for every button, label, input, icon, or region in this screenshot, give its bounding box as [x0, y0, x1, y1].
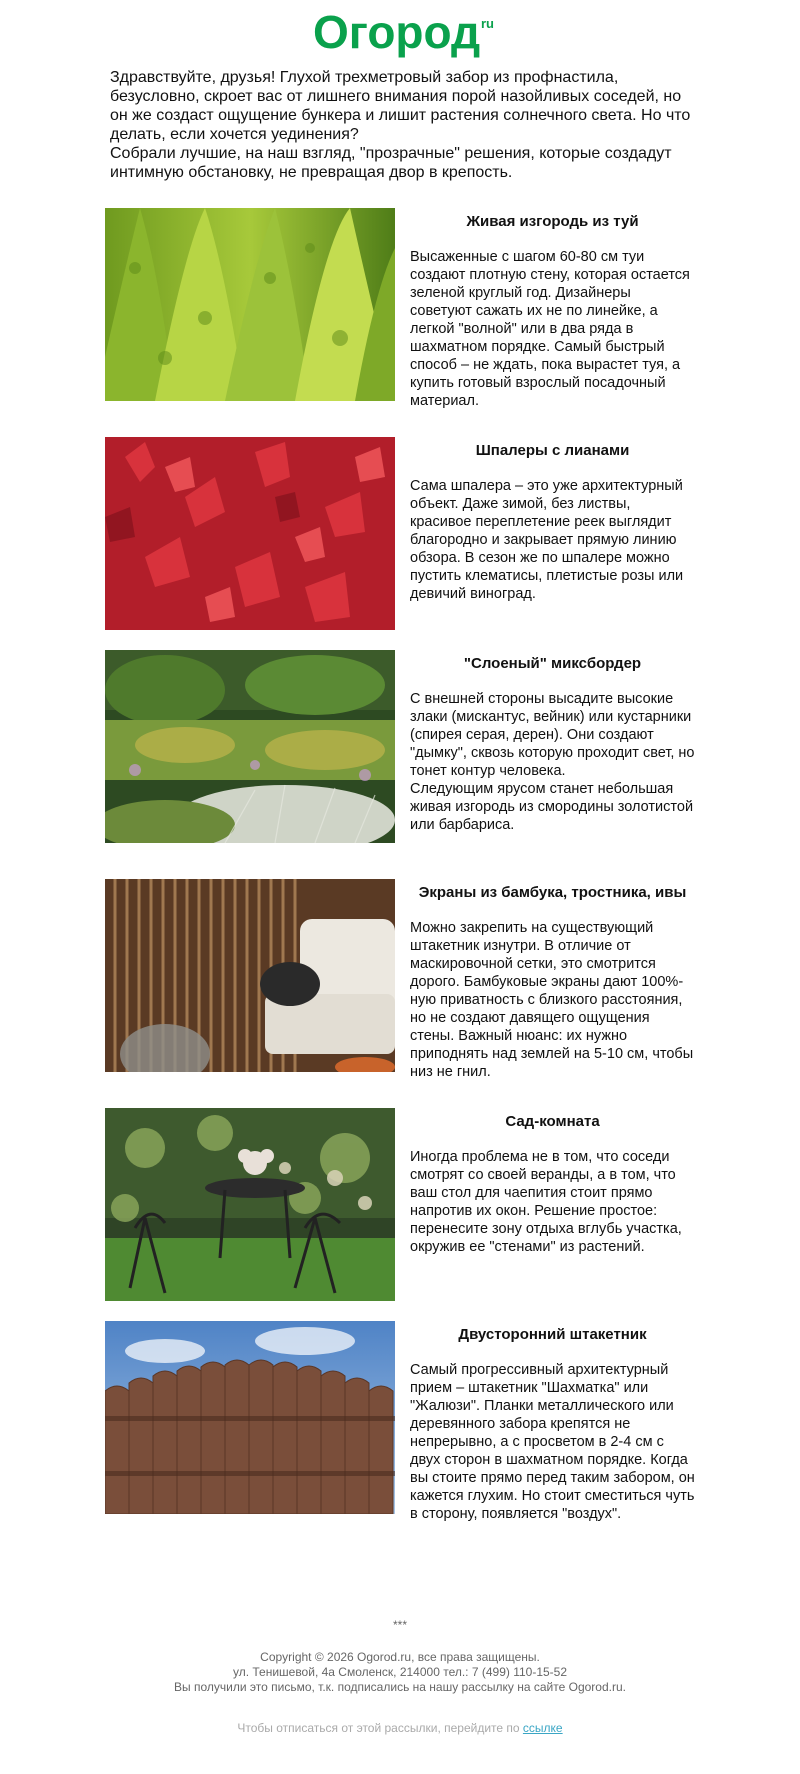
mixborder-text	[410, 650, 695, 834]
logo[interactable]	[0, 6, 800, 63]
trellis-vines-text	[410, 437, 695, 603]
section-body: Самый прогрессивный архитектурный прием – штакетник "Шахматка" или "Жалюзи". Планки металлического или деревянного забора крепятся не непрерывно, а с просветом в 2-4 см с двух сторон в шахматном порядке. Когда вы стоите прямо перед таким забором, он кажется глухим. Но стоит сместиться чуть в сторону, появляется "воздух".	[410, 1362, 695, 1522]
logo-text: Огород	[313, 6, 481, 58]
subscription-reason-text: Вы получили это письмо, т.к. подписались на нашу рассылку на сайте Ogorod.ru.	[174, 1680, 626, 1694]
picket-fence-photo[interactable]	[105, 1321, 395, 1514]
section-body: Можно закрепить на существующий штакетник изнутри. В отличие от маскировочной сетки, это смотрится дорого. Бамбуковые экраны дают 100%-ную приватность с близкого расстояния, но не создают давящего ощущения стены. Важный нюанс: их нужно приподнять над землей на 5-10 см, чтобы низ не гнил.	[410, 920, 694, 1080]
trellis-vines-photo[interactable]	[105, 437, 395, 630]
section-body: Сама шпалера – это уже архитектурный объект. Даже зимой, без листвы, красивое переплетение реек выглядит благородно и закрывает прямую линию обзора. В сезон же по шпалере можно пустить клематисы, плетистые розы или девичий виноград.	[410, 478, 684, 602]
section-body: Высаженные с шагом 60-80 см туи создают плотную стену, которая остается зеленой круглый год. Дизайнеры советуют сажать их не по линейке, а легкой "волной" или в два ряда в шахматном порядке. Самый быстрый способ – не ждать, пока вырастет туя, а купить готовый взрослый посадочный материал.	[410, 249, 690, 409]
section-body-part-2: Следующим ярусом станет небольшая живая изгородь из смородины золотистой или барбариса.	[410, 781, 694, 833]
section-title: Сад-комната	[505, 1113, 600, 1130]
copyright-text: Copyright © 2026 Ogorod.ru, все права защищены.	[260, 1650, 540, 1664]
ogorod-logo	[285, 6, 515, 58]
section-title: Шпалеры с лианами	[475, 442, 630, 459]
address-text: ул. Тенишевой, 4а Смоленск, 214000 тел.: 7 (499) 110-15-52	[232, 1665, 568, 1679]
section-body	[410, 690, 695, 834]
intro-paragraph-2: Собрали лучшие, на наш взгляд, "прозрачные" решения, которые создадут интимную обстановку, не превращая двор в крепость.	[110, 145, 672, 181]
section-title: Двусторонний штакетник	[458, 1326, 647, 1343]
section-body: Иногда проблема не в том, что соседи смотрят со своей веранды, а в том, что ваш стол для чаепития стоит прямо напротив их окон. Решение простое: перенесите зону отдыха вглубь участка, окружив ее "стенами" из растений.	[410, 1149, 682, 1255]
logo-suffix: ru	[481, 16, 494, 31]
footer	[0, 1650, 800, 1695]
unsubscribe-link[interactable]: ссылке	[522, 1721, 563, 1735]
mixborder-photo[interactable]	[105, 650, 395, 843]
footer-separator: ***	[392, 1618, 407, 1632]
intro-text	[110, 68, 700, 182]
section-title: "Слоеный" миксбордер	[463, 655, 642, 672]
section-title: Живая изгородь из туй	[466, 213, 639, 230]
garden-room-text	[410, 1108, 695, 1256]
garden-room-photo[interactable]	[105, 1108, 395, 1301]
thuja-hedge-photo[interactable]	[105, 208, 395, 401]
bamboo-screens-text	[410, 879, 695, 1081]
unsubscribe-line	[0, 1721, 800, 1735]
section-body-part-1: С внешней стороны высадите высокие злаки (мискантус, вейник) или кустарники (спирея серая, дерен). Они создают "дымку", сквозь которую проходит свет, но тонет контур человека.	[410, 691, 695, 779]
thuja-hedge-text	[410, 208, 695, 410]
picket-fence-text	[410, 1321, 695, 1523]
section-title: Экраны из бамбука, тростника, ивы	[418, 884, 687, 901]
unsubscribe-text: Чтобы отписаться от этой рассылки, перейдите по	[237, 1721, 520, 1735]
bamboo-screens-photo[interactable]	[105, 879, 395, 1072]
intro-paragraph-1: Здравствуйте, друзья! Глухой трехметровый забор из профнастила, безусловно, скроет вас от лишнего внимания порой назойливых соседей, но он же создаст ощущение бункера и лишит растения солнечного света. Но что делать, если хочется уединения?	[110, 69, 691, 143]
